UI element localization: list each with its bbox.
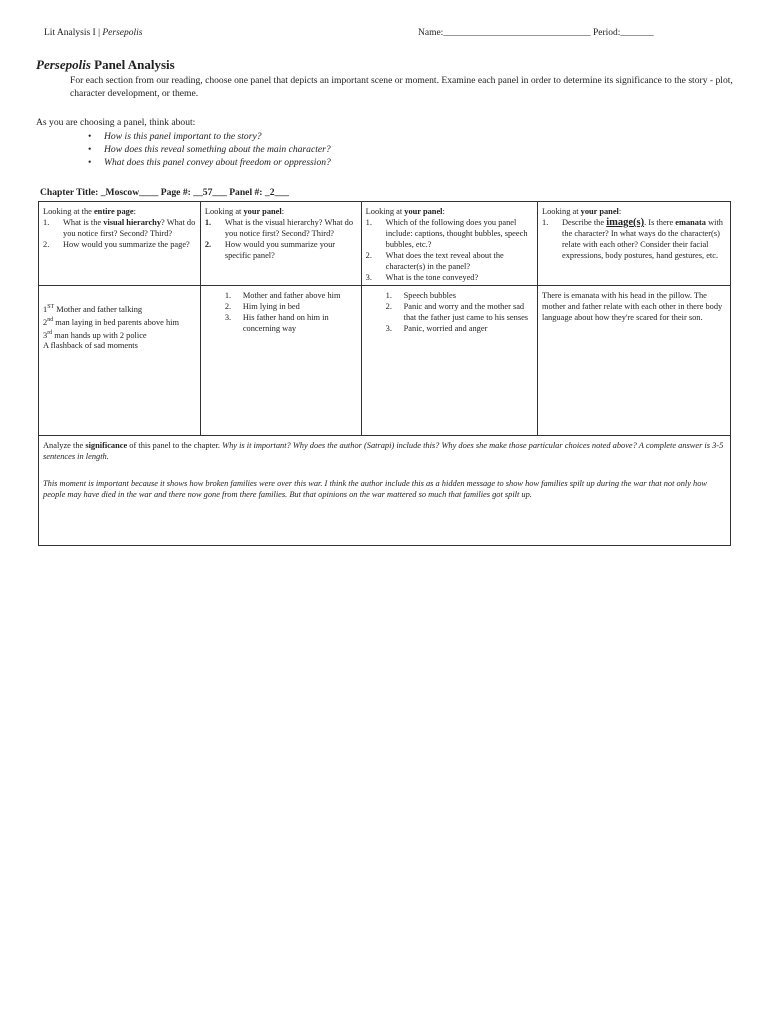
- question: 1. What is the visual hierarchy? What do you notice first? Second? Third?: [43, 218, 196, 238]
- col3-question-list: [366, 217, 533, 283]
- entire-page-questions: [39, 202, 201, 286]
- col3-lead: Looking at your panel:: [365, 207, 445, 216]
- analysis-table: [38, 201, 731, 546]
- question: 2. How would you summarize your specific panel?: [204, 240, 336, 260]
- answer-line: 3rd man hands up with 2 police: [43, 329, 147, 340]
- panel-image-answer: There is emanata with his head in the pillow. The mother and father relate with each other in there body language about how they're scared for their son.: [538, 286, 731, 436]
- significance-answer: This moment is important because it shows how broken families were over this war. I think the author include this as a hidden message to show how families spilt up during the war that not only how people may have died in the war and there now gone from there families. But that opinions on the war mattered so much that families got spilt up.: [43, 479, 708, 499]
- col4-question-list: [542, 217, 726, 261]
- col4-lead: Looking at your panel:: [542, 207, 622, 216]
- answer-item: 2. Him lying in bed: [224, 302, 300, 311]
- significance-prompt: Analyze the significance of this panel to the chapter. Why is it important? Why does the author (Satrapi) include this? Why does she make those particular choices noted above? A complete answer is 3-5 sentences in length.: [43, 441, 724, 461]
- col2-lead: Looking at your panel:: [204, 207, 285, 216]
- panel-image-questions: [538, 202, 731, 286]
- panel-text-answer: [361, 286, 537, 436]
- panel-hierarchy-questions: [200, 202, 361, 286]
- think-item: • How is this panel important to the story?: [88, 130, 331, 143]
- question: 2. How would you summarize the page?: [43, 240, 190, 249]
- think-item: • How does this reveal something about the main character?: [88, 143, 331, 156]
- significance-cell: [39, 436, 731, 546]
- course-header: [44, 28, 142, 38]
- answer-item: 2. Panic and worry and the mother sad that the father just came to his senses: [385, 302, 529, 322]
- answer-item: 1. Mother and father above him: [224, 291, 341, 300]
- think-list: [88, 130, 331, 169]
- panel-text-questions: [361, 202, 537, 286]
- col1-question-list: [43, 217, 196, 250]
- name-period-field: Name:_______________________________ Period:_______: [418, 28, 654, 38]
- title-book: Persepolis: [36, 57, 91, 72]
- course-name: Lit Analysis I |: [44, 28, 100, 38]
- question: 1. What is the visual hierarchy? What do you notice first? Second? Third?: [204, 218, 354, 238]
- chapter-info: Chapter Title: _Moscow____ Page #: __57___ Panel #: _2___: [40, 187, 289, 198]
- questions-row: [39, 202, 731, 286]
- question: 3. What is the tone conveyed?: [365, 273, 479, 282]
- question: 1. Which of the following does you panel include: captions, thought bubbles, speech bubbles, etc.?: [365, 218, 528, 249]
- question: 1. Describe the image(s). Is there emanata with the character? In what ways do the character(s) relate with each other? Consider their facial expressions, body postures, hand gestures, etc.: [542, 217, 723, 260]
- answer-item: 3. His father hand on him in concerning way: [224, 313, 329, 333]
- instructions: For each section from our reading, choose one panel that depicts an important scene or moment. Examine each panel in order to determine its significance to the story - plot, character development, or theme.: [70, 75, 733, 99]
- col1-lead: Looking at the entire page:: [43, 207, 136, 216]
- entire-page-answer: [39, 286, 201, 436]
- panel-hierarchy-answer: [200, 286, 361, 436]
- question: 2. What does the text reveal about the character(s) in the panel?: [365, 251, 504, 271]
- answer-item: 1. Speech bubbles: [385, 291, 456, 300]
- title-rest: Panel Analysis: [94, 57, 175, 72]
- answer-item: 3. Panic, worried and anger: [385, 324, 488, 333]
- answers-row: [39, 286, 731, 436]
- answer-line: 1ST Mother and father talking: [43, 304, 143, 314]
- choosing-label: As you are choosing a panel, think about:: [36, 117, 196, 128]
- answer-line: A flashback of sad moments: [43, 341, 138, 351]
- col2-question-list: [205, 217, 357, 261]
- col3-answer-list: [366, 290, 533, 334]
- answer-line: 2nd man laying in bed parents above him: [43, 316, 180, 327]
- significance-row: [39, 436, 731, 546]
- think-item: • What does this panel convey about freedom or oppression?: [88, 156, 331, 169]
- book-name: Persepolis: [102, 28, 143, 38]
- col2-answer-list: [205, 290, 357, 334]
- page-title: [36, 57, 175, 73]
